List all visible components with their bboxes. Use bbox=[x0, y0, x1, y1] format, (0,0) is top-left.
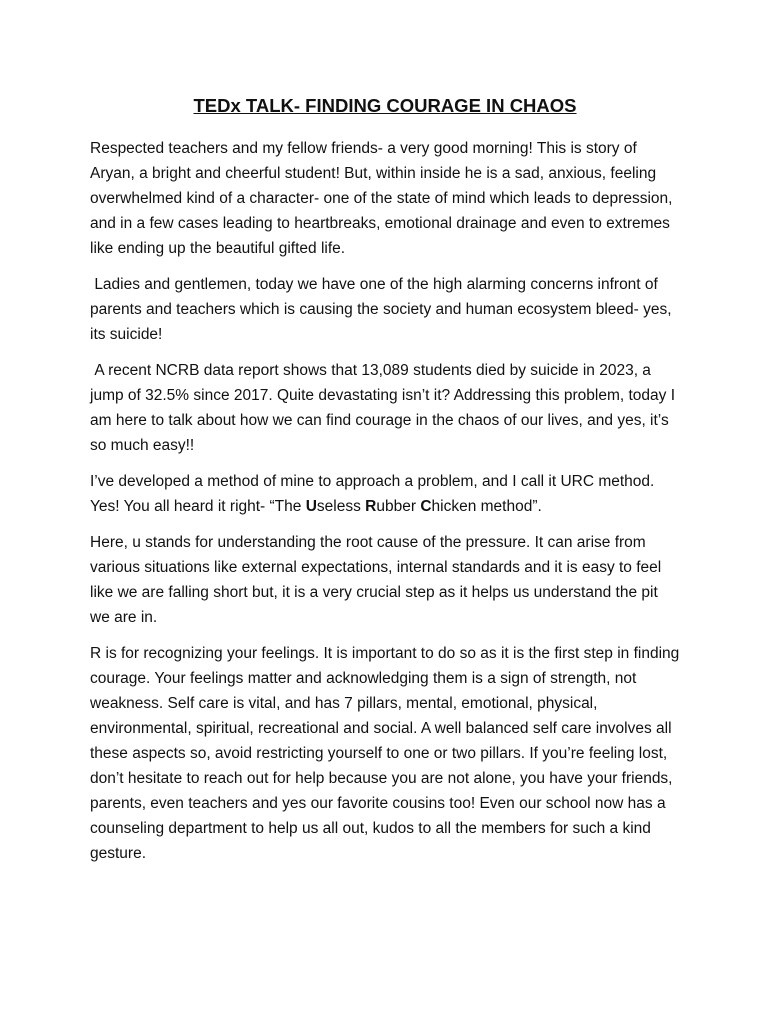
urc-c-letter: C bbox=[420, 498, 432, 515]
paragraph-u-understanding: Here, u stands for understanding the root cause of the pressure. It can arise from various situations like external expectations, internal standards and it is easy to feel like we are falling short but, it is a very crucial step as it helps us understand the pit we are in. bbox=[90, 534, 662, 626]
urc-u-letter: U bbox=[305, 498, 317, 515]
document-page bbox=[90, 92, 680, 877]
urc-r-letter: R bbox=[365, 498, 377, 515]
paragraph-ladies-gentlemen: Ladies and gentlemen, today we have one of the high alarming concerns infront of parents and teachers which is causing the society and human ecosystem bleed- yes, its suicide! bbox=[90, 276, 676, 343]
paragraph-urc-method bbox=[90, 469, 680, 519]
urc-c-rest: hicken method”. bbox=[431, 498, 542, 515]
urc-intro-text: I’ve developed a method of mine to approach a problem, and I call it URC method. Yes! You all heard it right- “The bbox=[90, 473, 655, 515]
paragraph-r-recognizing: R is for recognizing your feelings. It is important to do so as it is the first step in finding courage. Your feelings matter and acknowledging them is a sign of strength, not weakness. Self care is vital, and has 7 pillars, mental, emotional, physical, environmental, spiritual, recreational and social. A well balanced self care involves all these aspects so, avoid restricting yourself to one or two pillars. If you’re feeling lost, don’t hesitate to reach out for help because you are not alone, you have your friends, parents, even teachers and yes our favorite cousins too! Even our school now has a counseling department to help us all out, kudos to all the members for such a kind gesture. bbox=[90, 645, 680, 862]
urc-u-rest: seless bbox=[316, 498, 366, 515]
document-title: TEDx TALK- FINDING COURAGE IN CHAOS bbox=[193, 95, 577, 116]
paragraph-intro: Respected teachers and my fellow friends- a very good morning! This is story of Aryan, a bright and cheerful student! But, within inside he is a sad, anxious, feeling overwhelmed kind of a character- one of the state of mind which leads to depression, and in a few cases leading to heartbreaks, emotional drainage and even to extremes like ending up the beautiful gifted life. bbox=[90, 140, 673, 257]
urc-r-rest: ubber bbox=[376, 498, 421, 515]
paragraph-ncrb-data: A recent NCRB data report shows that 13,089 students died by suicide in 2023, a jump of 32.5% since 2017. Quite devastating isn’t it? Addressing this problem, today I am here to talk about how we can find courage in the chaos of our lives, and yes, it’s so much easy!! bbox=[90, 362, 680, 454]
